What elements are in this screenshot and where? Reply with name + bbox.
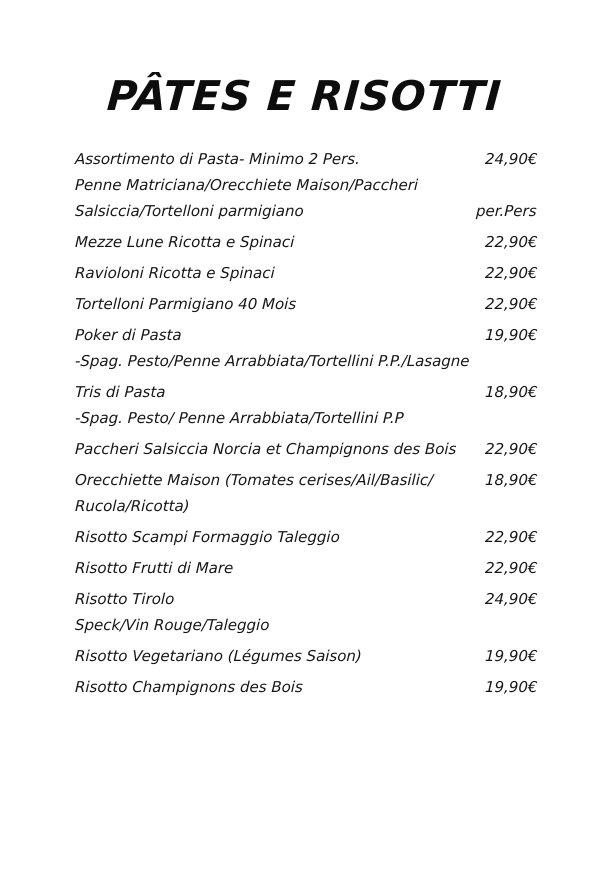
item-price: 22,90€ — [484, 264, 538, 282]
menu-item — [75, 643, 537, 669]
item-price: 22,90€ — [484, 295, 538, 313]
menu-item — [75, 322, 537, 374]
menu-item — [75, 586, 537, 638]
item-name: Risotto Frutti di Mare — [74, 559, 234, 577]
item-name: Assortimento di Pasta- Minimo 2 Pers. — [74, 150, 361, 168]
item-price: 22,90€ — [484, 559, 538, 577]
item-name: Mezze Lune Ricotta e Spinaci — [74, 233, 295, 251]
item-price: 19,90€ — [484, 647, 538, 665]
menu-item — [75, 229, 537, 255]
item-line — [75, 586, 537, 612]
item-name: Risotto Vegetariano (Légumes Saison) — [74, 647, 363, 665]
item-price: 22,90€ — [484, 440, 538, 458]
menu-item — [75, 260, 537, 286]
menu-item — [75, 436, 537, 462]
item-line — [75, 198, 537, 224]
item-line — [75, 291, 537, 317]
item-name: Risotto Scampi Formaggio Taleggio — [74, 528, 341, 546]
item-line — [75, 405, 537, 431]
item-name: Paccheri Salsiccia Norcia et Champignons des Bois — [74, 440, 457, 458]
item-line — [75, 612, 537, 638]
menu-item — [75, 291, 537, 317]
item-price: 18,90€ — [484, 383, 538, 401]
item-line — [75, 229, 537, 255]
item-line — [75, 643, 537, 669]
menu-item — [75, 146, 537, 224]
menu-item — [75, 555, 537, 581]
item-line — [75, 348, 537, 374]
item-line — [75, 379, 537, 405]
item-price: 18,90€ — [484, 471, 538, 489]
item-name: Orecchiette Maison (Tomates cerises/Ail/Basilic/ — [74, 471, 434, 489]
item-line — [75, 467, 537, 493]
item-name: Salsiccia/Tortelloni parmigiano — [74, 202, 305, 220]
item-price: 24,90€ — [484, 590, 538, 608]
menu-item — [75, 674, 537, 700]
menu-item — [75, 524, 537, 550]
item-name: Risotto Champignons des Bois — [74, 678, 304, 696]
item-name: Rucola/Ricotta) — [74, 497, 190, 515]
item-line — [75, 555, 537, 581]
menu-item — [75, 379, 537, 431]
item-line — [75, 524, 537, 550]
item-name: Poker di Pasta — [74, 326, 182, 344]
menu-items — [75, 146, 537, 700]
item-line — [75, 674, 537, 700]
item-price: 22,90€ — [484, 528, 538, 546]
item-price: 24,90€ — [484, 150, 538, 168]
item-name: Ravioloni Ricotta e Spinaci — [74, 264, 276, 282]
item-price: 19,90€ — [484, 678, 538, 696]
page-title: PÂTES E RISOTTI — [105, 72, 504, 120]
item-line — [75, 322, 537, 348]
menu-item — [75, 467, 537, 519]
item-line — [75, 172, 537, 198]
item-name: Tris di Pasta — [74, 383, 166, 401]
item-line — [75, 260, 537, 286]
item-name: Tortelloni Parmigiano 40 Mois — [74, 295, 297, 313]
item-name: -Spag. Pesto/Penne Arrabbiata/Tortellini P.P./Lasagne — [74, 352, 470, 370]
item-price: per.Pers — [476, 202, 538, 220]
item-price: 22,90€ — [484, 233, 538, 251]
item-line — [75, 493, 537, 519]
item-name: Risotto Tirolo — [74, 590, 175, 608]
item-line — [75, 436, 537, 462]
item-price: 19,90€ — [484, 326, 538, 344]
item-line — [75, 146, 537, 172]
item-name: -Spag. Pesto/ Penne Arrabbiata/Tortellini P.P — [74, 409, 405, 427]
item-name: Penne Matriciana/Orecchiete Maison/Paccheri — [74, 176, 419, 194]
item-name: Speck/Vin Rouge/Taleggio — [74, 616, 270, 634]
